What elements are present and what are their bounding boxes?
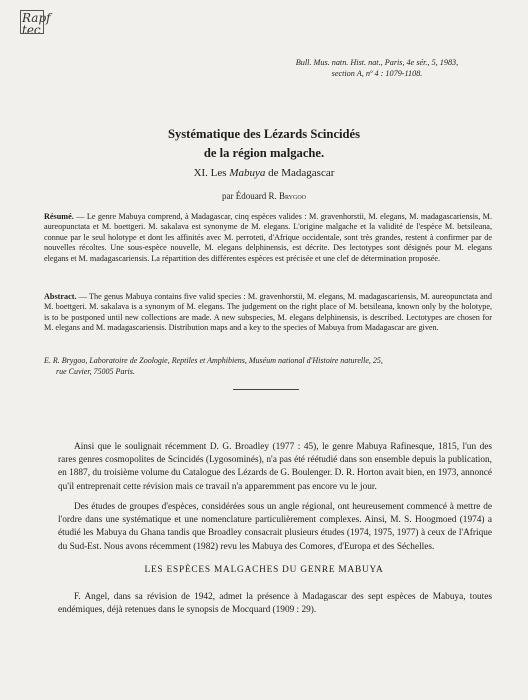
- stamp-box: [20, 10, 44, 34]
- section-heading: LES ESPÈCES MALGACHES DU GENRE MABUYA: [144, 565, 384, 575]
- affiliation-line-2: rue Cuvier, 75005 Paris.: [56, 366, 135, 376]
- resume-block: [44, 212, 492, 264]
- resume-lead: Résumé.: [44, 212, 74, 221]
- body-paragraph-2: Des études de groupes d'espèces, considérées sous un angle régional, ont heureusement commencé à mettre de l'ordre dans une systématique et une nomenclature particulièrement complexes. Ainsi, M. S. Hoogmoed (1974) a étudié les Mabuya du Ghana tandis que Broadley consacrait plusieurs études (1974, 1975, 1977) à ceux de l'Afrique du Sud-Est. Nous avons récemment (1982) revu les Mabuya des Comores, d'Europa et des Séchelles.: [58, 502, 492, 552]
- subtitle-suffix: de Madagascar: [265, 167, 335, 179]
- resume-text: — Le genre Mabuya comprend, à Madagascar, cinq espèces valides : M. gravenhorstii, M. elegans, M. madagascariensis, M. aureopunctata et M. boettgeri. M. sakalava est synonyme de M. elegans. L'origine malgache et la validité de l'espèce M. betsileana, connue par le seul holotype et dont les affinités avec M. perroteti, d'Afrique occidentale, sont très grandes, restent à confirmer par de nouvelles récoltes. Une sous-espèce nouvelle, M. elegans delphinensis, est décrite. Des lectotypes sont désignés pour M. elegans elegans et M. madagascariensis. La répartition des différentes espèces est précisée et une clef de détermination proposée.: [44, 212, 492, 263]
- abstract-block: [44, 292, 492, 334]
- journal-citation: [262, 57, 492, 79]
- author-line: [0, 191, 528, 201]
- subtitle-prefix: XI. Les: [193, 167, 230, 179]
- body-paragraph-1: Ainsi que le soulignait récemment D. G. Broadley (1977 : 45), le genre Mabuya Rafinesque, 1815, l'un des rares genres cosmopolites de Scincidés (Lygosominés), n'a pas été réétudié dans son ensemble depuis la publication, en 1887, du troisième volume du Catalogue des Lézards de G. Boulenger. D. R. Horton avait bien, en 1973, annoncé qu'il entreprenait cette révision mais ce travail n'a apparemment pas encore vu le jour.: [58, 442, 492, 492]
- stamp-line-2: tec: [22, 23, 41, 37]
- author-affiliation: [44, 356, 492, 377]
- citation-line-2: section A, nº 4 : 1079-1108.: [331, 69, 423, 78]
- author-surname: Brygoo: [278, 191, 306, 201]
- subtitle-genus: Mabuya: [229, 167, 266, 179]
- author-prefix: par Édouard R.: [222, 191, 279, 201]
- paper-title-line-2: de la région malgache.: [203, 146, 325, 160]
- abstract-text: — The genus Mabuya contains five valid species : M. gravenhorstii, M. elegans, M. madagascariensis, M. aureopunctata and M. boettgeri. M. sakalava is a synonym of M. elegans. The judgement on the right place of M. betsileana, known only by the holotype, is to be postponed until new collections are made. A new subspecies, M. elegans delphinensis, is described. Lectotypes are chosen for M. elegans and M. madagascariensis. Distribution maps and a key to the species of Mabuya from Madagascar are given.: [44, 292, 492, 333]
- citation-line-1: Bull. Mus. natn. Hist. nat., Paris, 4e sér., 5, 1983,: [295, 58, 459, 67]
- handwritten-stamp: [22, 11, 51, 37]
- paper-title-line-1: Systématique des Lézards Scincidés: [167, 127, 361, 141]
- section-divider: [233, 389, 299, 390]
- paper-subtitle: [0, 167, 528, 179]
- abstract-lead: Abstract.: [44, 292, 77, 301]
- affiliation-line-1: E. R. Brygoo, Laboratoire de Zoologie, Reptiles et Amphibiens, Muséum national d'Histoire naturelle, 25,: [44, 356, 383, 365]
- body-paragraph-3: F. Angel, dans sa révision de 1942, admet la présence à Madagascar des sept espèces de Mabuya, toutes endémiques, déjà retenues dans le synopsis de Mocquard (1909 : 29).: [58, 592, 492, 616]
- stamp-line-1: Rapf: [22, 11, 51, 25]
